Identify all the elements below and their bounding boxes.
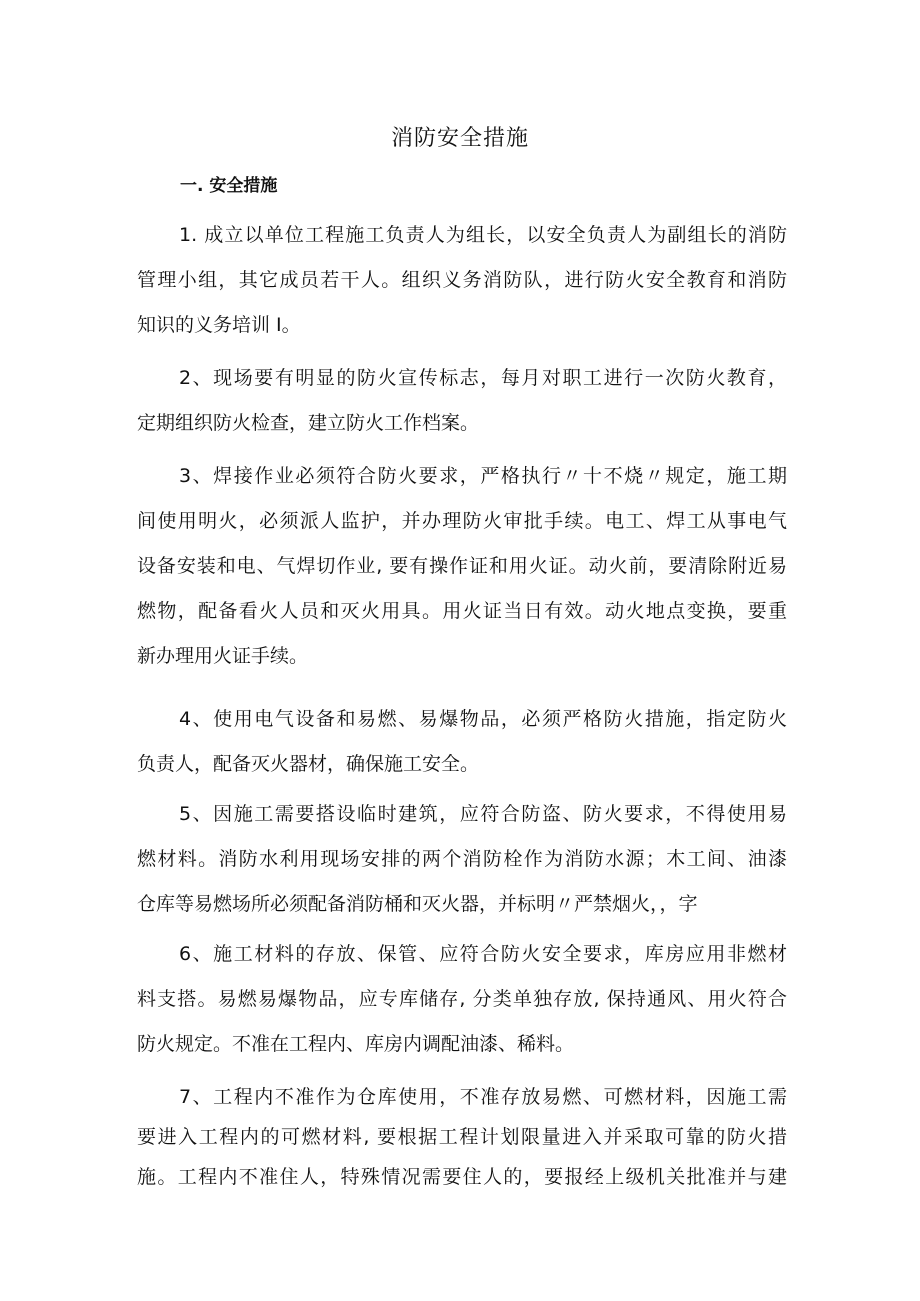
paragraph-2 — [137, 356, 787, 446]
paragraph-line: 管理小组，其它成员若干人。组织义务消防队，进行防火安全教育和消防 — [137, 269, 787, 291]
paragraph-line: 负责人，配备灭火器材，确保施工安全。 — [137, 753, 480, 775]
paragraph-line: 间使用明火，必须派人监护，并办理防火审批手续。电工、焊工从事电气 — [137, 510, 787, 532]
paragraph-3 — [137, 454, 787, 679]
paragraph-line: 新办理用火证手续。 — [137, 645, 309, 667]
paragraph-line: 定期组织防火检查，建立防火工作档案。 — [137, 412, 480, 434]
document-title: 消防安全措施 — [390, 126, 529, 151]
paragraph-line: 料支搭。易燃易爆物品，应专库储存, 分类单独存放, 保持通风、用火符合 — [137, 988, 787, 1010]
paragraph-line: 防火规定。不准在工程内、库房内调配油漆、稀料。 — [137, 1033, 575, 1055]
section-heading: 一. 安全措施 — [180, 176, 278, 196]
paragraph-1 — [137, 213, 787, 348]
paragraph-line: 要进入工程内的可燃材料, 要根据工程计划限量进入并采取可靠的防火措 — [137, 1126, 787, 1148]
paragraph-6 — [137, 932, 787, 1067]
paragraph-line: 6、施工材料的存放、保管、应符合防火安全要求，库房应用非燃材 — [179, 943, 787, 965]
paragraph-line: 7、工程内不准作为仓库使用，不准存放易燃、可燃材料，因施工需 — [179, 1086, 787, 1108]
paragraph-line: 2、现场要有明显的防火宣传标志，每月对职工进行一次防火教育， — [179, 367, 787, 389]
paragraph-line: 施。工程内不准住人，特殊情况需要住人的，要报经上级机关批准并与建 — [137, 1166, 787, 1188]
paragraph-line: 1. 成立以单位工程施工负责人为组长，以安全负责人为副组长的消防 — [179, 224, 787, 246]
paragraph-line: 设备安装和电、气焊切作业, 要有操作证和用火证。动火前，要清除附近易 — [137, 555, 787, 577]
paragraph-line: 仓库等易燃场所必须配备消防桶和灭火器，并标明〃严禁烟火，，字 — [137, 893, 698, 915]
paragraph-line: 4、使用电气设备和易燃、易爆物品，必须严格防火措施，指定防火 — [179, 708, 787, 730]
paragraph-5 — [137, 792, 787, 927]
paragraph-line: 燃物，配备看火人员和灭火用具。用火证当日有效。动火地点变换，要重 — [137, 600, 787, 622]
paragraph-4 — [137, 697, 787, 787]
paragraph-7 — [137, 1077, 787, 1197]
paragraph-line: 5、因施工需要搭设临时建筑，应符合防盗、防火要求，不得使用易 — [179, 803, 787, 825]
paragraph-line: 3、焊接作业必须符合防火要求，严格执行〃十不烧〃规定，施工期 — [179, 465, 787, 487]
paragraph-line: 燃材料。消防水利用现场安排的两个消防栓作为消防水源；木工间、油漆 — [137, 848, 787, 870]
paragraph-line: 知识的义务培训 I。 — [137, 314, 301, 336]
